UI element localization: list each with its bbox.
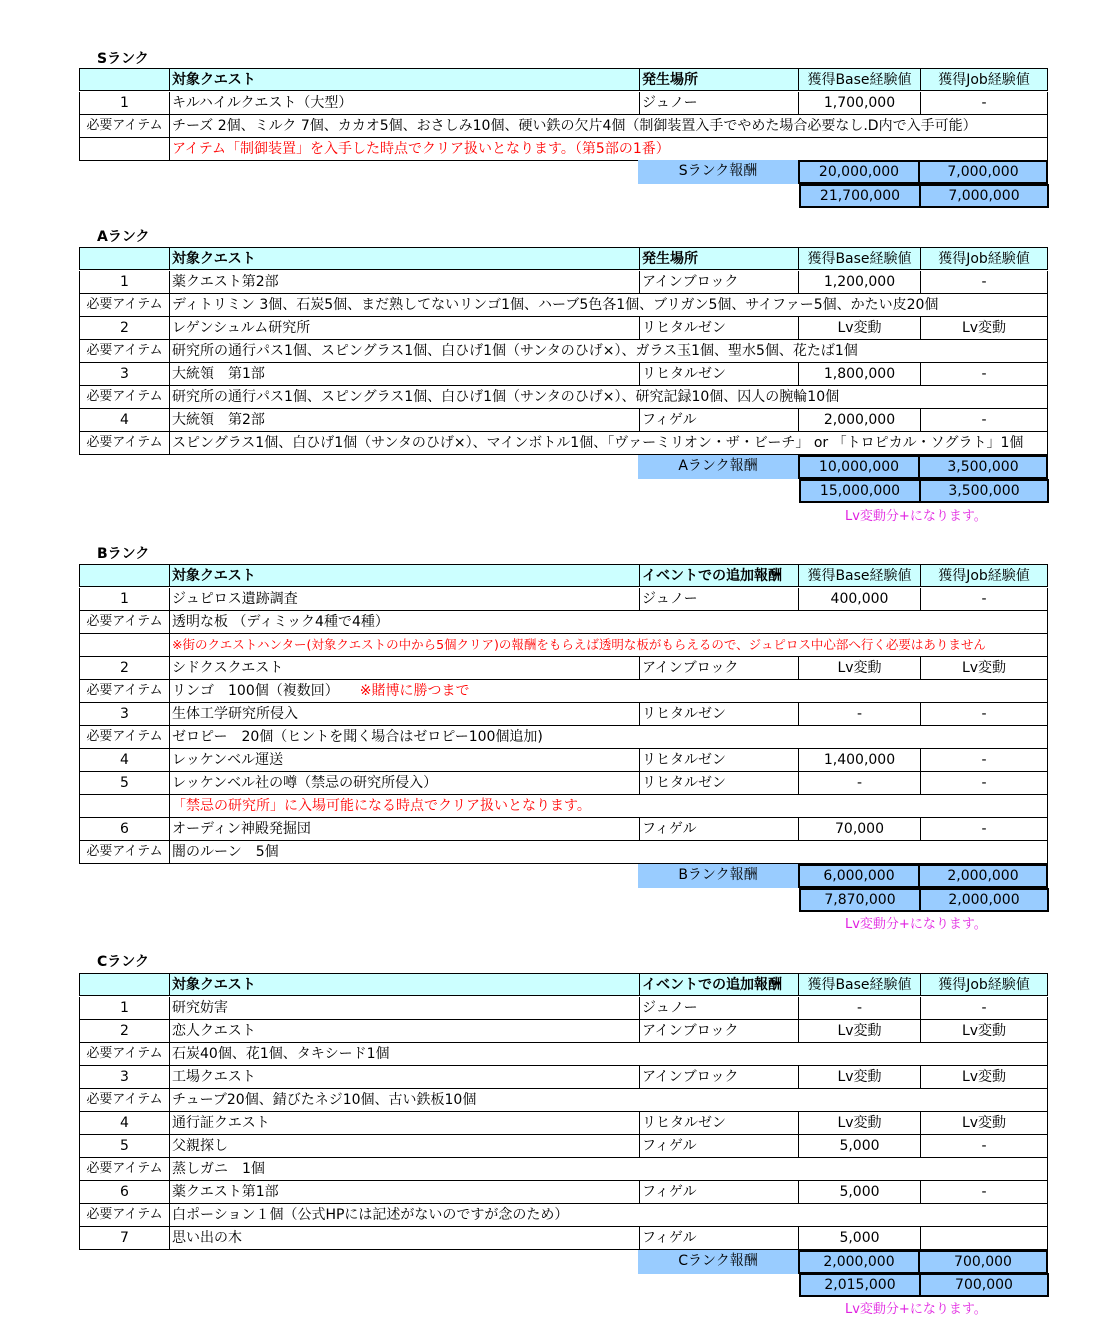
quest-place: フィゲル [640, 818, 799, 841]
required-items-label: 必要アイテム [79, 611, 170, 634]
required-items-text: 透明な板 （ディミック4種で4種） [170, 611, 1048, 634]
reward-base: 20,000,000 [798, 160, 920, 184]
header-quest: 対象クエスト [170, 973, 640, 996]
quest-name: レッケンベル運送 [170, 749, 640, 772]
job-exp: Lv変動 [921, 317, 1048, 340]
quest-name: 生体工学研究所侵入 [170, 703, 640, 726]
b-reward-row [638, 864, 1048, 888]
quest-place: フィゲル [640, 1181, 799, 1204]
header-place: 発生場所 [640, 247, 799, 270]
empty-cell [79, 795, 170, 818]
a-reward-row [638, 455, 1048, 479]
required-items-text [170, 680, 1048, 703]
base-exp: 5,000 [799, 1135, 921, 1158]
s-reward-row [638, 160, 1048, 184]
a-total-row [799, 479, 1049, 503]
job-exp: - [921, 749, 1048, 772]
header-no [79, 973, 170, 996]
header-place: 発生場所 [640, 68, 799, 91]
quest-name: 工場クエスト [170, 1066, 640, 1089]
required-items-label: 必要アイテム [79, 726, 170, 749]
base-exp: 5,000 [799, 1227, 921, 1250]
reward-base: 6,000,000 [798, 864, 920, 888]
quest-place: アインブロック [640, 1066, 799, 1089]
b-total-row [799, 888, 1049, 912]
required-items-label: 必要アイテム [79, 841, 170, 864]
base-exp: Lv変動 [799, 1020, 921, 1043]
b-header-row [79, 564, 1048, 587]
job-exp: - [921, 271, 1048, 294]
reward-label: Cランク報酬 [638, 1250, 798, 1274]
total-job: 3,500,000 [921, 479, 1049, 503]
job-exp: Lv変動 [921, 657, 1048, 680]
table-row [79, 749, 1048, 772]
required-items-text: ゼロピー 20個（ヒントを聞く場合はゼロピー100個追加) [170, 726, 1048, 749]
table-row [79, 409, 1048, 432]
required-items-text: 白ポーション１個（公式HPには記述がないのですが念のため） [170, 1204, 1048, 1227]
required-items-row [79, 432, 1048, 455]
quest-place: リヒタルゼン [640, 363, 799, 386]
quest-place: アインブロック [640, 271, 799, 294]
header-job: 獲得Job経験値 [921, 68, 1048, 91]
base-exp: Lv変動 [799, 657, 921, 680]
quest-name: 大統領 第1部 [170, 363, 640, 386]
required-items-row [79, 340, 1048, 363]
quest-place: リヒタルゼン [640, 772, 799, 795]
reward-label: Bランク報酬 [638, 864, 798, 888]
base-exp: 2,000,000 [799, 409, 921, 432]
s-total-row [799, 184, 1049, 208]
job-exp: - [921, 818, 1048, 841]
quest-place: フィゲル [640, 1227, 799, 1250]
header-job: 獲得Job経験値 [921, 247, 1048, 270]
quest-name: シドクスクエスト [170, 657, 640, 680]
reward-job: 2,000,000 [920, 864, 1048, 888]
gambling-note: ※賭博に勝つまで [359, 683, 470, 699]
quest-place: フィゲル [640, 409, 799, 432]
required-items-label: 必要アイテム [79, 432, 170, 455]
job-exp: - [921, 1181, 1048, 1204]
required-items-text: チーズ 2個、ミルク 7個、カカオ5個、おさしみ10個、硬い鉄の欠片4個（制御装置入手でやめた場合必要なし.D内で入手可能） [170, 115, 1048, 138]
required-items-main: リンゴ 100個（複数回） [172, 683, 332, 699]
base-exp: - [799, 997, 921, 1020]
quest-number: 5 [79, 772, 170, 795]
quest-number: 2 [79, 657, 170, 680]
required-items-row [79, 680, 1048, 703]
quest-name: ジュピロス遺跡調査 [170, 588, 640, 611]
quest-name: レゲンシュルム研究所 [170, 317, 640, 340]
required-items-label: 必要アイテム [79, 1204, 170, 1227]
base-exp: 5,000 [799, 1181, 921, 1204]
base-exp: Lv変動 [799, 1112, 921, 1135]
s-header-row [79, 68, 1048, 91]
required-items-row [79, 1158, 1048, 1181]
job-exp [921, 1227, 1048, 1250]
job-exp: Lv変動 [921, 1112, 1048, 1135]
required-items-row [79, 611, 1048, 634]
header-base: 獲得Base経験値 [799, 68, 921, 91]
quest-name: 父親探し [170, 1135, 640, 1158]
base-exp: - [799, 703, 921, 726]
base-exp: 1,800,000 [799, 363, 921, 386]
header-job: 獲得Job経験値 [921, 564, 1048, 587]
header-event-reward: イベントでの追加報酬 [640, 564, 799, 587]
header-no [79, 68, 170, 91]
quest-name: 大統領 第2部 [170, 409, 640, 432]
quest-number: 4 [79, 749, 170, 772]
job-exp: - [921, 703, 1048, 726]
required-items-label: 必要アイテム [79, 680, 170, 703]
table-row [79, 1020, 1048, 1043]
quest-number: 5 [79, 1135, 170, 1158]
job-exp: Lv変動 [921, 1066, 1048, 1089]
reward-job: 700,000 [920, 1250, 1048, 1274]
required-items-label: 必要アイテム [79, 1043, 170, 1066]
quest-name: レッケンベル社の噂（禁忌の研究所侵入） [170, 772, 640, 795]
quest-number: 7 [79, 1227, 170, 1250]
quest-place: ジュノー [640, 588, 799, 611]
quest-number: 4 [79, 1112, 170, 1135]
required-items-row [79, 1089, 1048, 1112]
c-rank-title: Cランク [97, 954, 149, 970]
quest-hunter-note: ※街のクエストハンター(対象クエストの中から5個クリア)の報酬をもらえば透明な板がもらえるので、ジュピロス中心部へ行く必要はありません [170, 634, 1048, 657]
quest-number: 2 [79, 1020, 170, 1043]
quest-name: 通行証クエスト [170, 1112, 640, 1135]
job-exp: - [921, 588, 1048, 611]
job-exp: - [921, 363, 1048, 386]
header-base: 獲得Base経験値 [799, 247, 921, 270]
c-header-row [79, 973, 1048, 996]
quest-place: アインブロック [640, 657, 799, 680]
total-base: 2,015,000 [799, 1273, 921, 1297]
table-row [79, 772, 1048, 795]
quest-name: 思い出の木 [170, 1227, 640, 1250]
total-base: 7,870,000 [799, 888, 921, 912]
header-quest: 対象クエスト [170, 68, 640, 91]
header-quest: 対象クエスト [170, 247, 640, 270]
required-items-row [79, 841, 1048, 864]
required-items-label: 必要アイテム [79, 386, 170, 409]
required-items-label: 必要アイテム [79, 1089, 170, 1112]
required-items-label: 必要アイテム [79, 115, 170, 138]
base-exp: Lv変動 [799, 317, 921, 340]
header-event-reward: イベントでの追加報酬 [640, 973, 799, 996]
job-exp: - [921, 772, 1048, 795]
reward-label: Aランク報酬 [638, 455, 798, 479]
required-items-label: 必要アイテム [79, 340, 170, 363]
required-items-text: ディトリミン 3個、石炭5個、まだ熟してないリンゴ1個、ハーブ5色各1個、ブリガン5個、サイファー5個、かたい皮20個 [170, 294, 1048, 317]
header-base: 獲得Base経験値 [799, 973, 921, 996]
a-header-row [79, 247, 1048, 270]
required-items-label: 必要アイテム [79, 294, 170, 317]
table-row [79, 997, 1048, 1020]
table-row [79, 1181, 1048, 1204]
note-row [79, 795, 1048, 818]
header-base: 獲得Base経験値 [799, 564, 921, 587]
table-row [79, 271, 1048, 294]
table-row [79, 92, 1048, 115]
job-exp: - [921, 997, 1048, 1020]
base-exp: 1,200,000 [799, 271, 921, 294]
header-job: 獲得Job経験値 [921, 973, 1048, 996]
quest-place: リヒタルゼン [640, 317, 799, 340]
base-exp: 1,700,000 [799, 92, 921, 115]
table-row [79, 317, 1048, 340]
quest-number: 1 [79, 588, 170, 611]
total-job: 700,000 [921, 1273, 1049, 1297]
quest-number: 3 [79, 703, 170, 726]
base-exp: 70,000 [799, 818, 921, 841]
table-row [79, 588, 1048, 611]
required-items-row [79, 726, 1048, 749]
job-exp: - [921, 92, 1048, 115]
note-row [79, 634, 1048, 657]
b-rank-title: Bランク [97, 546, 150, 562]
total-base: 15,000,000 [799, 479, 921, 503]
base-exp: 400,000 [799, 588, 921, 611]
reward-label: Sランク報酬 [638, 160, 798, 184]
required-items-text: 闇のルーン 5個 [170, 841, 1048, 864]
required-items-text: 研究所の通行パス1個、スピングラス1個、白ひげ1個（サンタのひげ×）、研究記録10個、囚人の腕輪10個 [170, 386, 1048, 409]
quest-place: フィゲル [640, 1135, 799, 1158]
reward-base: 10,000,000 [798, 455, 920, 479]
quest-place: アインブロック [640, 1020, 799, 1043]
quest-number: 2 [79, 317, 170, 340]
table-row [79, 657, 1048, 680]
required-items-row [79, 294, 1048, 317]
required-items-row [79, 115, 1048, 138]
quest-name: キルハイルクエスト（大型） [170, 92, 640, 115]
base-exp: - [799, 772, 921, 795]
table-row [79, 1112, 1048, 1135]
quest-name: 薬クエスト第1部 [170, 1181, 640, 1204]
c-total-row [799, 1273, 1049, 1297]
quest-name: 薬クエスト第2部 [170, 271, 640, 294]
quest-place: リヒタルゼン [640, 749, 799, 772]
job-exp: - [921, 409, 1048, 432]
clear-condition-note: アイテム「制御装置」を入手した時点でクリア扱いとなります。（第5部の1番） [170, 138, 1048, 161]
header-quest: 対象クエスト [170, 564, 640, 587]
quest-number: 6 [79, 818, 170, 841]
quest-place: リヒタルゼン [640, 1112, 799, 1135]
forbidden-lab-note: 「禁忌の研究所」に入場可能になる時点でクリア扱いとなります。 [170, 795, 1048, 818]
empty-cell [79, 634, 170, 657]
required-items-text: 蒸しガニ 1個 [170, 1158, 1048, 1181]
lv-variable-note: Lv変動分+になります。 [845, 509, 987, 524]
reward-job: 3,500,000 [920, 455, 1048, 479]
quest-number: 3 [79, 1066, 170, 1089]
required-items-row [79, 386, 1048, 409]
empty-cell [79, 138, 170, 161]
total-base: 21,700,000 [799, 184, 921, 208]
quest-number: 3 [79, 363, 170, 386]
quest-number: 1 [79, 92, 170, 115]
required-items-text: スピングラス1個、白ひげ1個（サンタのひげ×）、マインボトル1個、「ヴァーミリオン・ザ・ビーチ」 or 「トロピカル・ソグラト」1個 [170, 432, 1048, 455]
quest-place: ジュノー [640, 92, 799, 115]
base-exp: 1,400,000 [799, 749, 921, 772]
table-row [79, 1066, 1048, 1089]
reward-base: 2,000,000 [798, 1250, 920, 1274]
table-row [79, 363, 1048, 386]
required-items-text: 石炭40個、花1個、タキシード1個 [170, 1043, 1048, 1066]
reward-job: 7,000,000 [920, 160, 1048, 184]
total-job: 7,000,000 [921, 184, 1049, 208]
header-no [79, 247, 170, 270]
a-rank-title: Aランク [97, 229, 150, 245]
quest-name: 恋人クエスト [170, 1020, 640, 1043]
required-items-row [79, 1204, 1048, 1227]
table-row [79, 1227, 1048, 1250]
quest-number: 1 [79, 271, 170, 294]
table-row [79, 703, 1048, 726]
quest-name: オーディン神殿発掘団 [170, 818, 640, 841]
total-job: 2,000,000 [921, 888, 1049, 912]
lv-variable-note: Lv変動分+になります。 [845, 1302, 987, 1317]
base-exp: Lv変動 [799, 1066, 921, 1089]
quest-name: 研究妨害 [170, 997, 640, 1020]
quest-number: 6 [79, 1181, 170, 1204]
table-row [79, 818, 1048, 841]
quest-number: 4 [79, 409, 170, 432]
note-row [79, 138, 1048, 161]
c-reward-row [638, 1250, 1048, 1274]
header-no [79, 564, 170, 587]
job-exp: - [921, 1135, 1048, 1158]
required-items-text: 研究所の通行パス1個、スピングラス1個、白ひげ1個（サンタのひげ×）、ガラス玉1個、聖水5個、花たば1個 [170, 340, 1048, 363]
required-items-text: チューブ20個、錆びたネジ10個、古い鉄板10個 [170, 1089, 1048, 1112]
s-rank-title: Sランク [97, 51, 149, 67]
job-exp: Lv変動 [921, 1020, 1048, 1043]
quest-place: リヒタルゼン [640, 703, 799, 726]
table-row [79, 1135, 1048, 1158]
quest-place: ジュノー [640, 997, 799, 1020]
lv-variable-note: Lv変動分+になります。 [845, 917, 987, 932]
quest-number: 1 [79, 997, 170, 1020]
required-items-row [79, 1043, 1048, 1066]
required-items-label: 必要アイテム [79, 1158, 170, 1181]
